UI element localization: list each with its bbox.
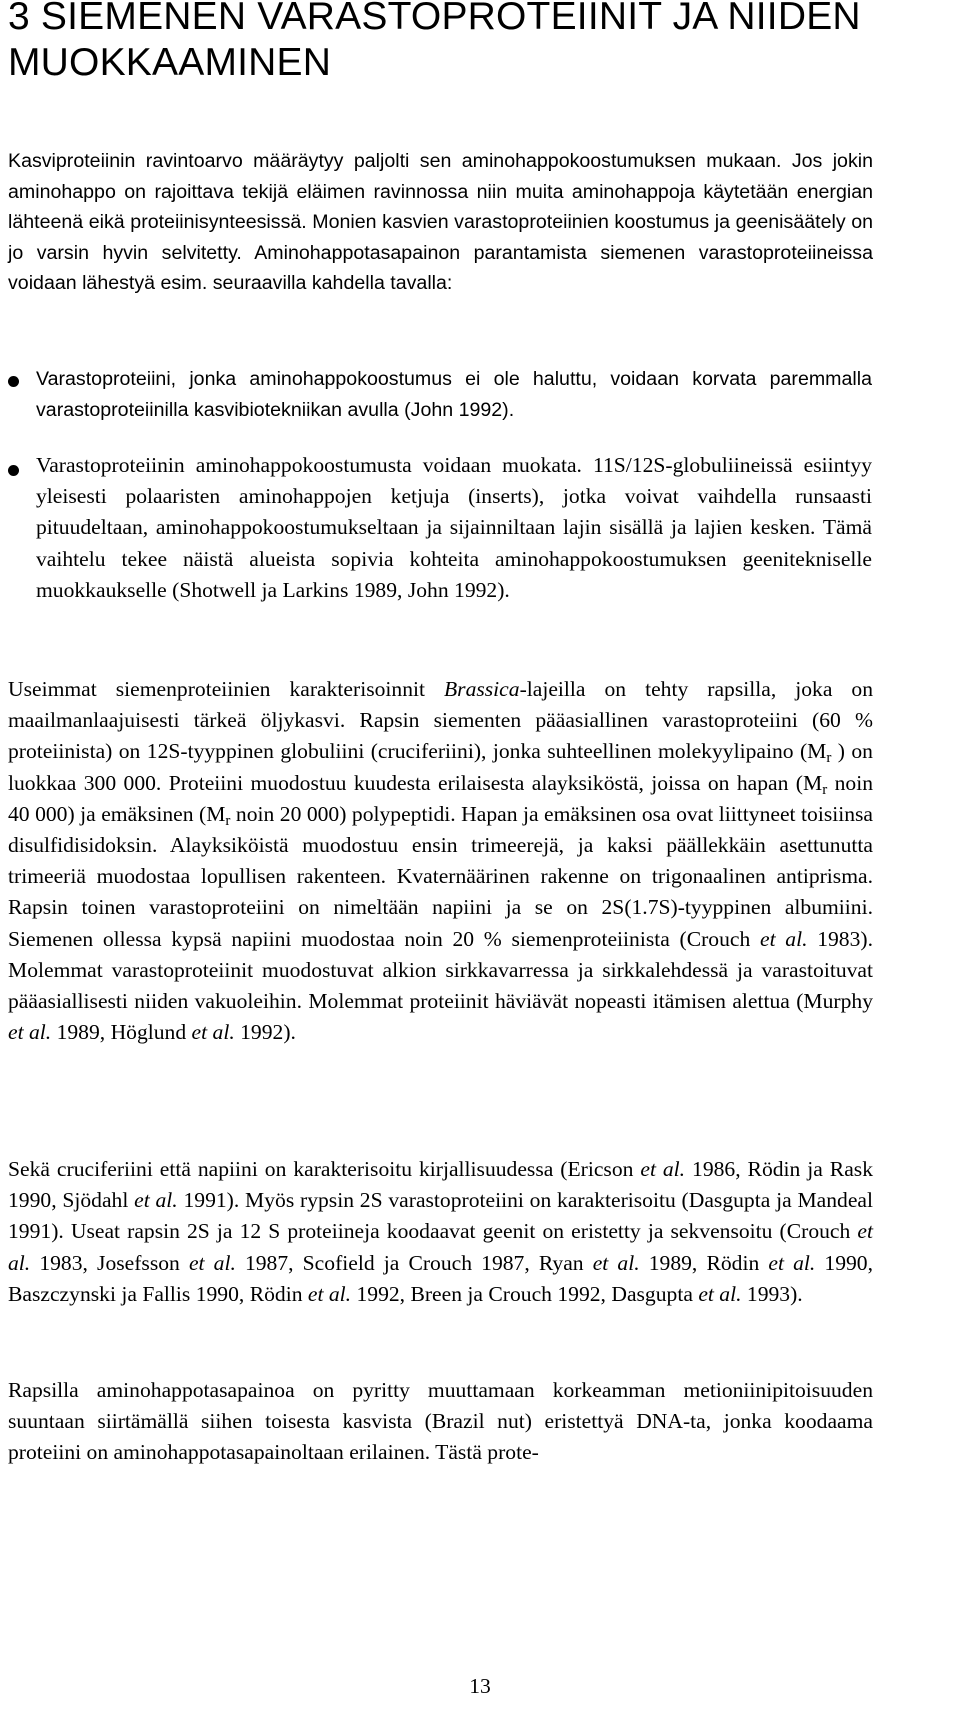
- paragraph-characterization: Sekä cruciferiini että napiini on karakterisoitu kirjallisuudessa (Ericson et al. 1986, Rödin ja Rask 1990, Sjödahl et al. 1991). Myös rypsin 2S varastoproteiini on karakterisoitu (Dasgupta ja Mandeal 1991). Useat rapsin 2S ja 12 S proteiineja koodaavat geenit on eristetty ja sekvensoitu (Crouch et al. 1983, Josefsson et al. 1987, Scofield ja Crouch 1987, Ryan et al. 1989, Rödin et al. 1990, Baszczynski ja Fallis 1990, Rödin et al. 1992, Breen ja Crouch 1992, Dasgupta et al. 1993).: [8, 1157, 873, 1306]
- bullet-icon: [8, 376, 19, 387]
- list-item-text: Varastoproteiini, jonka aminohappokoostumus ei ole haluttu, voidaan korvata paremmalla varastoproteiinilla kasvibiotekniikan avulla (John 1992).: [36, 368, 872, 421]
- paragraph-storage-proteins: Useimmat siemenproteiinien karakterisoinnit Brassica-lajeilla on tehty rapsilla, joka on maailmanlaajuisesti tärkeä öljykasvi. Rapsin siementen pääasiallinen varastoproteiini (60 % proteiinista) on 12S-tyyppinen globuliini (cruciferiini), jonka suhteellinen molekyylipaino ($M_r$ ) on luokkaa 300 000. Proteiini muodostuu kuudesta erilaisesta alayksiköstä, joissa on hapan ($M_r$ noin 40 000) ja emäksinen ($M_r$ noin 20 000) polypeptidi. Hapan ja emäksinen osa ovat liittyneet toisiinsa disulfidisidoksin. Alayksiköistä muodostuu ensin trimeerejä, ja kaksi päällekkäin asettunutta trimeeriä muodostaa lopullisen rakenteen. Kvaternäärinen rakenne on trigonaalinen antiprisma. Rapsin toinen varastoproteiini on nimeltään napiini ja se on 2S(1.7S)-tyyppinen albumiini. Siemenen ollessa kypsä napiini muodostaa noin 20 % siemenproteiinista (Crouch et al. 1983). Molemmat varastoproteiinit muodostuvat alkion sirkkavarressa ja sirkkalehdessä ja varastoituvat pääasiallisesti niiden vakuoleihin. Molemmat proteiinit häviävät nopeasti itämisen alettua (Murphy et al. 1989, Höglund et al. 1992).: [8, 677, 874, 1045]
- list-item-text: Varastoproteiinin aminohappokoostumusta voidaan muokata. 11S/12S-globuliineissä esiintyy yleisesti polaaristen aminohappojen ketjuja (inserts), jotka voivat vaihdella runsaasti pituudeltaan, aminohappokoostumukseltaan ja sijainniltaan lajin sisällä ja lajien kesken. Tämä vaihtelu tekee näistä alueista sopivia kohteita aminohappokoostumuksen geenitekniselle muokkaukselle (Shotwell ja Larkins 1989, John 1992).: [36, 453, 872, 602]
- page-number: 13: [469, 1674, 491, 1698]
- paragraph-amino-acid-balance: Rapsilla aminohappotasapainoa on pyritty muuttamaan korkeamman metioniinipitoisuuden suuntaan siirtämällä siihen toisesta kasvista (Brazil nut) eristettyä DNA-ta, jonka koodaama proteiini on aminohappotasapainoltaan erilainen. Tästä prote-: [8, 1378, 873, 1465]
- intro-paragraph: Kasviproteiinin ravintoarvo määräytyy paljolti sen aminohappokoostumuksen mukaan. Jos jokin aminohappo on rajoittava tekijä eläimen ravinnossa niin muita aminohappoja käytetään energian lähteenä eikä proteiinisynteesissä. Monien kasvien varastoproteiinien koostumus ja geenisäätely on jo varsin hyvin selvitetty. Aminohappotasapainon parantamista siemenen varastoproteiineissa voidaan lähestyä esim. seuraavilla kahdella tavalla:: [8, 150, 873, 294]
- section-heading: 3 SIEMENEN VARASTOPROTEIINIT JA NIIDEN MUOKKAAMINEN: [8, 0, 861, 84]
- bullet-icon: [8, 465, 19, 476]
